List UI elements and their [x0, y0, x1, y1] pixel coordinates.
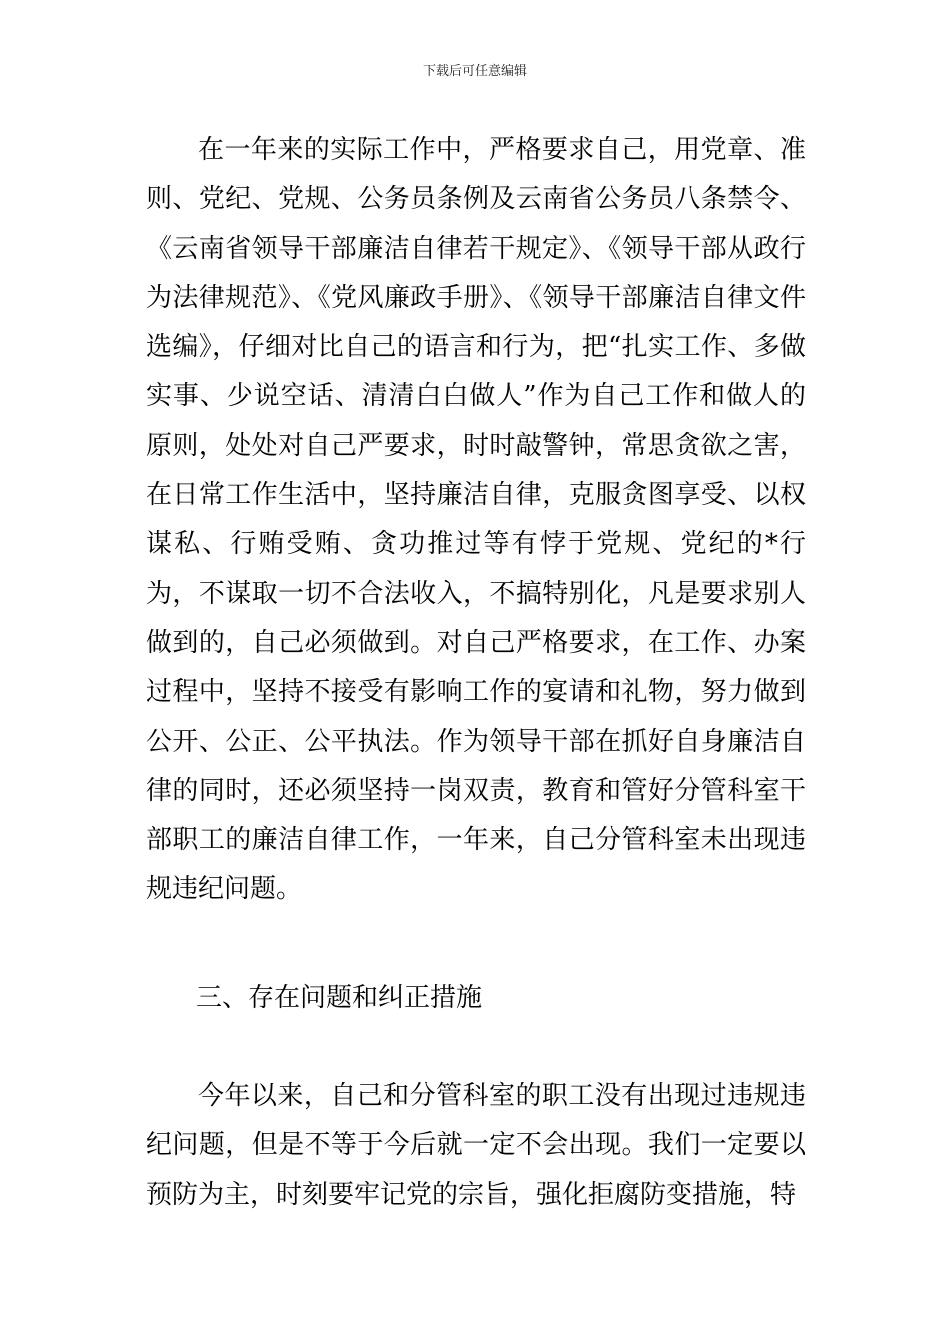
- body-paragraph: 在一年来的实际工作中，严格要求自己，用党章、准则、党纪、党规、公务员条例及云南省公务员八条禁令、《云南省领导干部廉洁自律若干规定》、《领导干部从政行为法律规范》、《党风廉政手册》、《领导干部廉洁自律文件选编》，仔细对比自己的语言和行为，把“扎实工作、多做实事、少说空话、清清白白做人”作为自己工作和做人的原则，处处对自己严要求，时时敲警钟，常思贪欲之害，在日常工作生活中，坚持廉洁自律，克服贪图享受、以权谋私、行贿受贿、贪功推过等有悖于党规、党纪的*行为，不谋取一切不合法收入，不搞特别化，凡是要求别人做到的，自己必须做到。对自己严格要求，在工作、办案过程中，坚持不接受有影响工作的宴请和礼物，努力做到公开、公正、公平执法。作为领导干部在抓好自身廉洁自律的同时，还必须坚持一岗双责，教育和管好分管科室干部职工的廉洁自律工作，一年来，自己分管科室未出现违规违纪问题。: [146, 135, 806, 905]
- body-paragraph: 今年以来，自己和分管科室的职工没有出现过违规违纪问题，但是不等于今后就一定不会出现。我们一定要以预防为主，时刻要牢记党的宗旨，强化拒腐防变措施，特: [146, 1081, 806, 1210]
- section-heading: 三、存在问题和纠正措施: [196, 983, 483, 1013]
- page-header: 下载后可任意编辑: [422, 64, 527, 79]
